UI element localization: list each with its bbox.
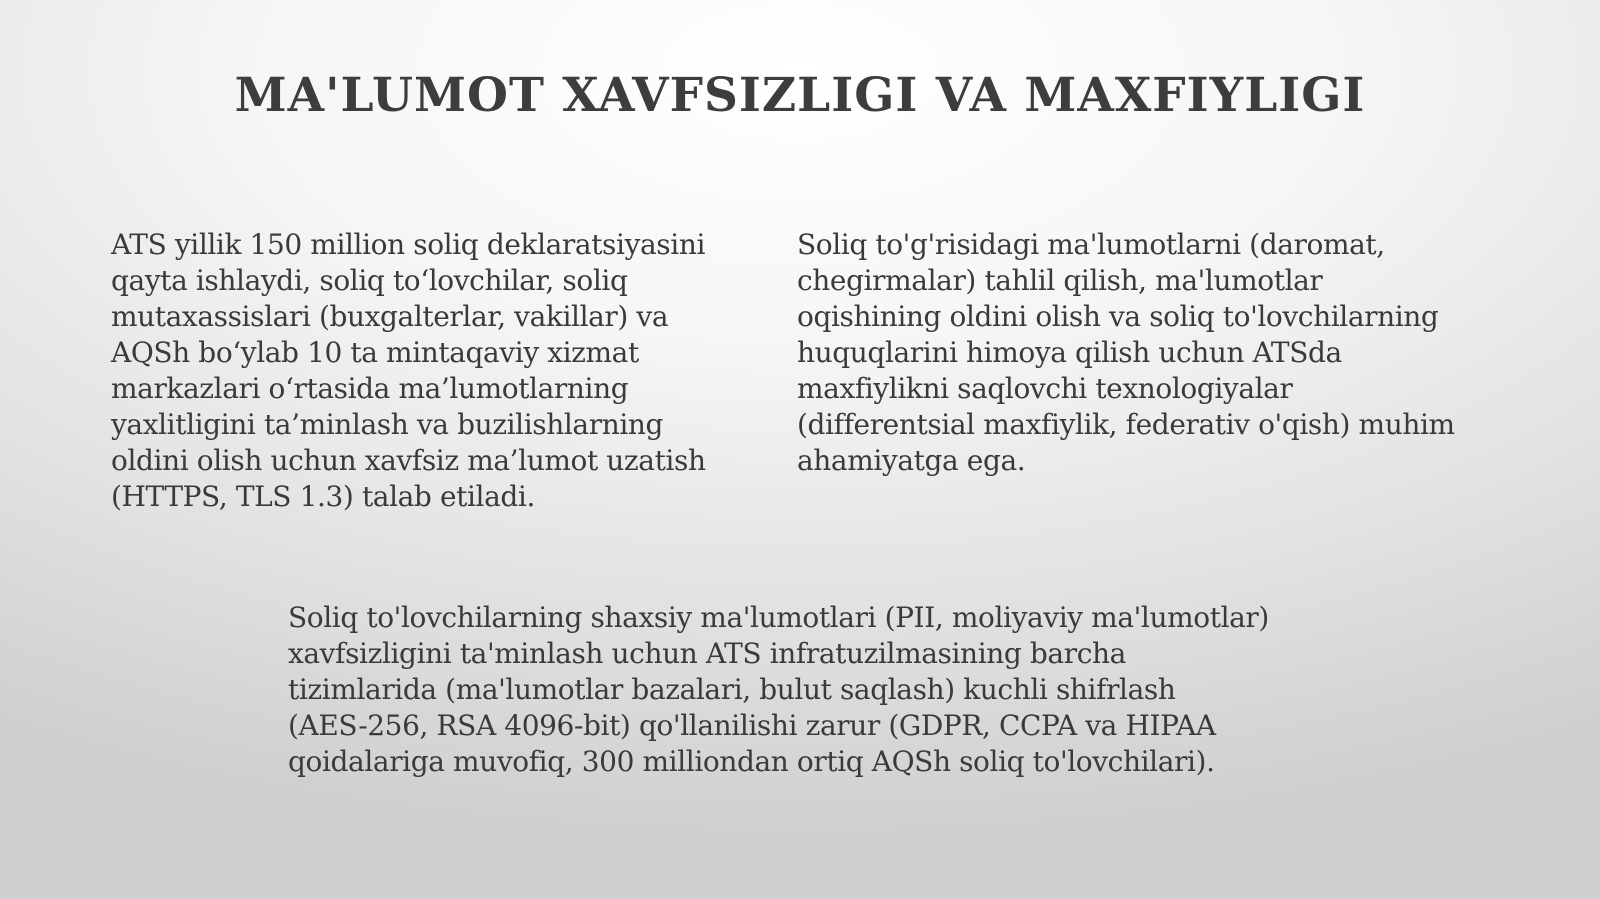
paragraph-line: qayta ishlaydi, soliq to‘lovchilar, soliq xyxy=(111,264,628,297)
paragraph-line: (HTTPS, TLS 1.3) talab etiladi. xyxy=(111,480,535,513)
paragraph-line: markazlari o‘rtasida ma’lumotlarning xyxy=(111,372,629,405)
paragraph-line: xavfsizligini ta'minlash uchun ATS infratuzilmasining barcha xyxy=(288,637,1126,670)
right-paragraph xyxy=(797,227,1497,479)
paragraph-line: tizimlarida (ma'lumotlar bazalari, bulut saqlash) kuchli shifrlash xyxy=(288,673,1176,706)
paragraph-line: Soliq to'g'risidagi ma'lumotlarni (daromat, xyxy=(797,228,1385,261)
paragraph-line: Soliq to'lovchilarning shaxsiy ma'lumotlari (PII, moliyaviy ma'lumotlar) xyxy=(288,601,1269,634)
paragraph-line: qoidalariga muvofiq, 300 milliondan ortiq AQSh soliq to'lovchilari). xyxy=(288,745,1215,778)
paragraph-line: chegirmalar) tahlil qilish, ma'lumotlar xyxy=(797,264,1323,297)
paragraph-line: ATS yillik 150 million soliq deklaratsiyasini xyxy=(111,228,706,261)
paragraph-line: yaxlitligini ta’minlash va buzilishlarning xyxy=(111,408,664,441)
paragraph-line: AQSh bo‘ylab 10 ta mintaqaviy xizmat xyxy=(111,336,639,369)
paragraph-line: mutaxassislari (buxgalterlar, vakillar) va xyxy=(111,300,669,333)
paragraph-line: oqishining oldini olish va soliq to'lovchilarning xyxy=(797,300,1439,333)
paragraph-line: maxfiylikni saqlovchi texnologiyalar xyxy=(797,372,1293,405)
paragraph-line: huquqlarini himoya qilish uchun ATSda xyxy=(797,336,1342,369)
slide-title: MA'LUMOT XAVFSIZLIGI VA MAXFIYLIGI xyxy=(234,68,1366,123)
bottom-paragraph xyxy=(288,600,1348,780)
left-paragraph xyxy=(111,227,751,515)
paragraph-line: (differentsial maxfiylik, federativ o'qish) muhim xyxy=(797,408,1455,441)
paragraph-line: ahamiyatga ega. xyxy=(797,444,1026,477)
paragraph-line: oldini olish uchun xavfsiz ma’lumot uzatish xyxy=(111,444,706,477)
paragraph-line: (AES-256, RSA 4096-bit) qo'llanilishi zarur (GDPR, CCPA va HIPAA xyxy=(288,709,1216,742)
